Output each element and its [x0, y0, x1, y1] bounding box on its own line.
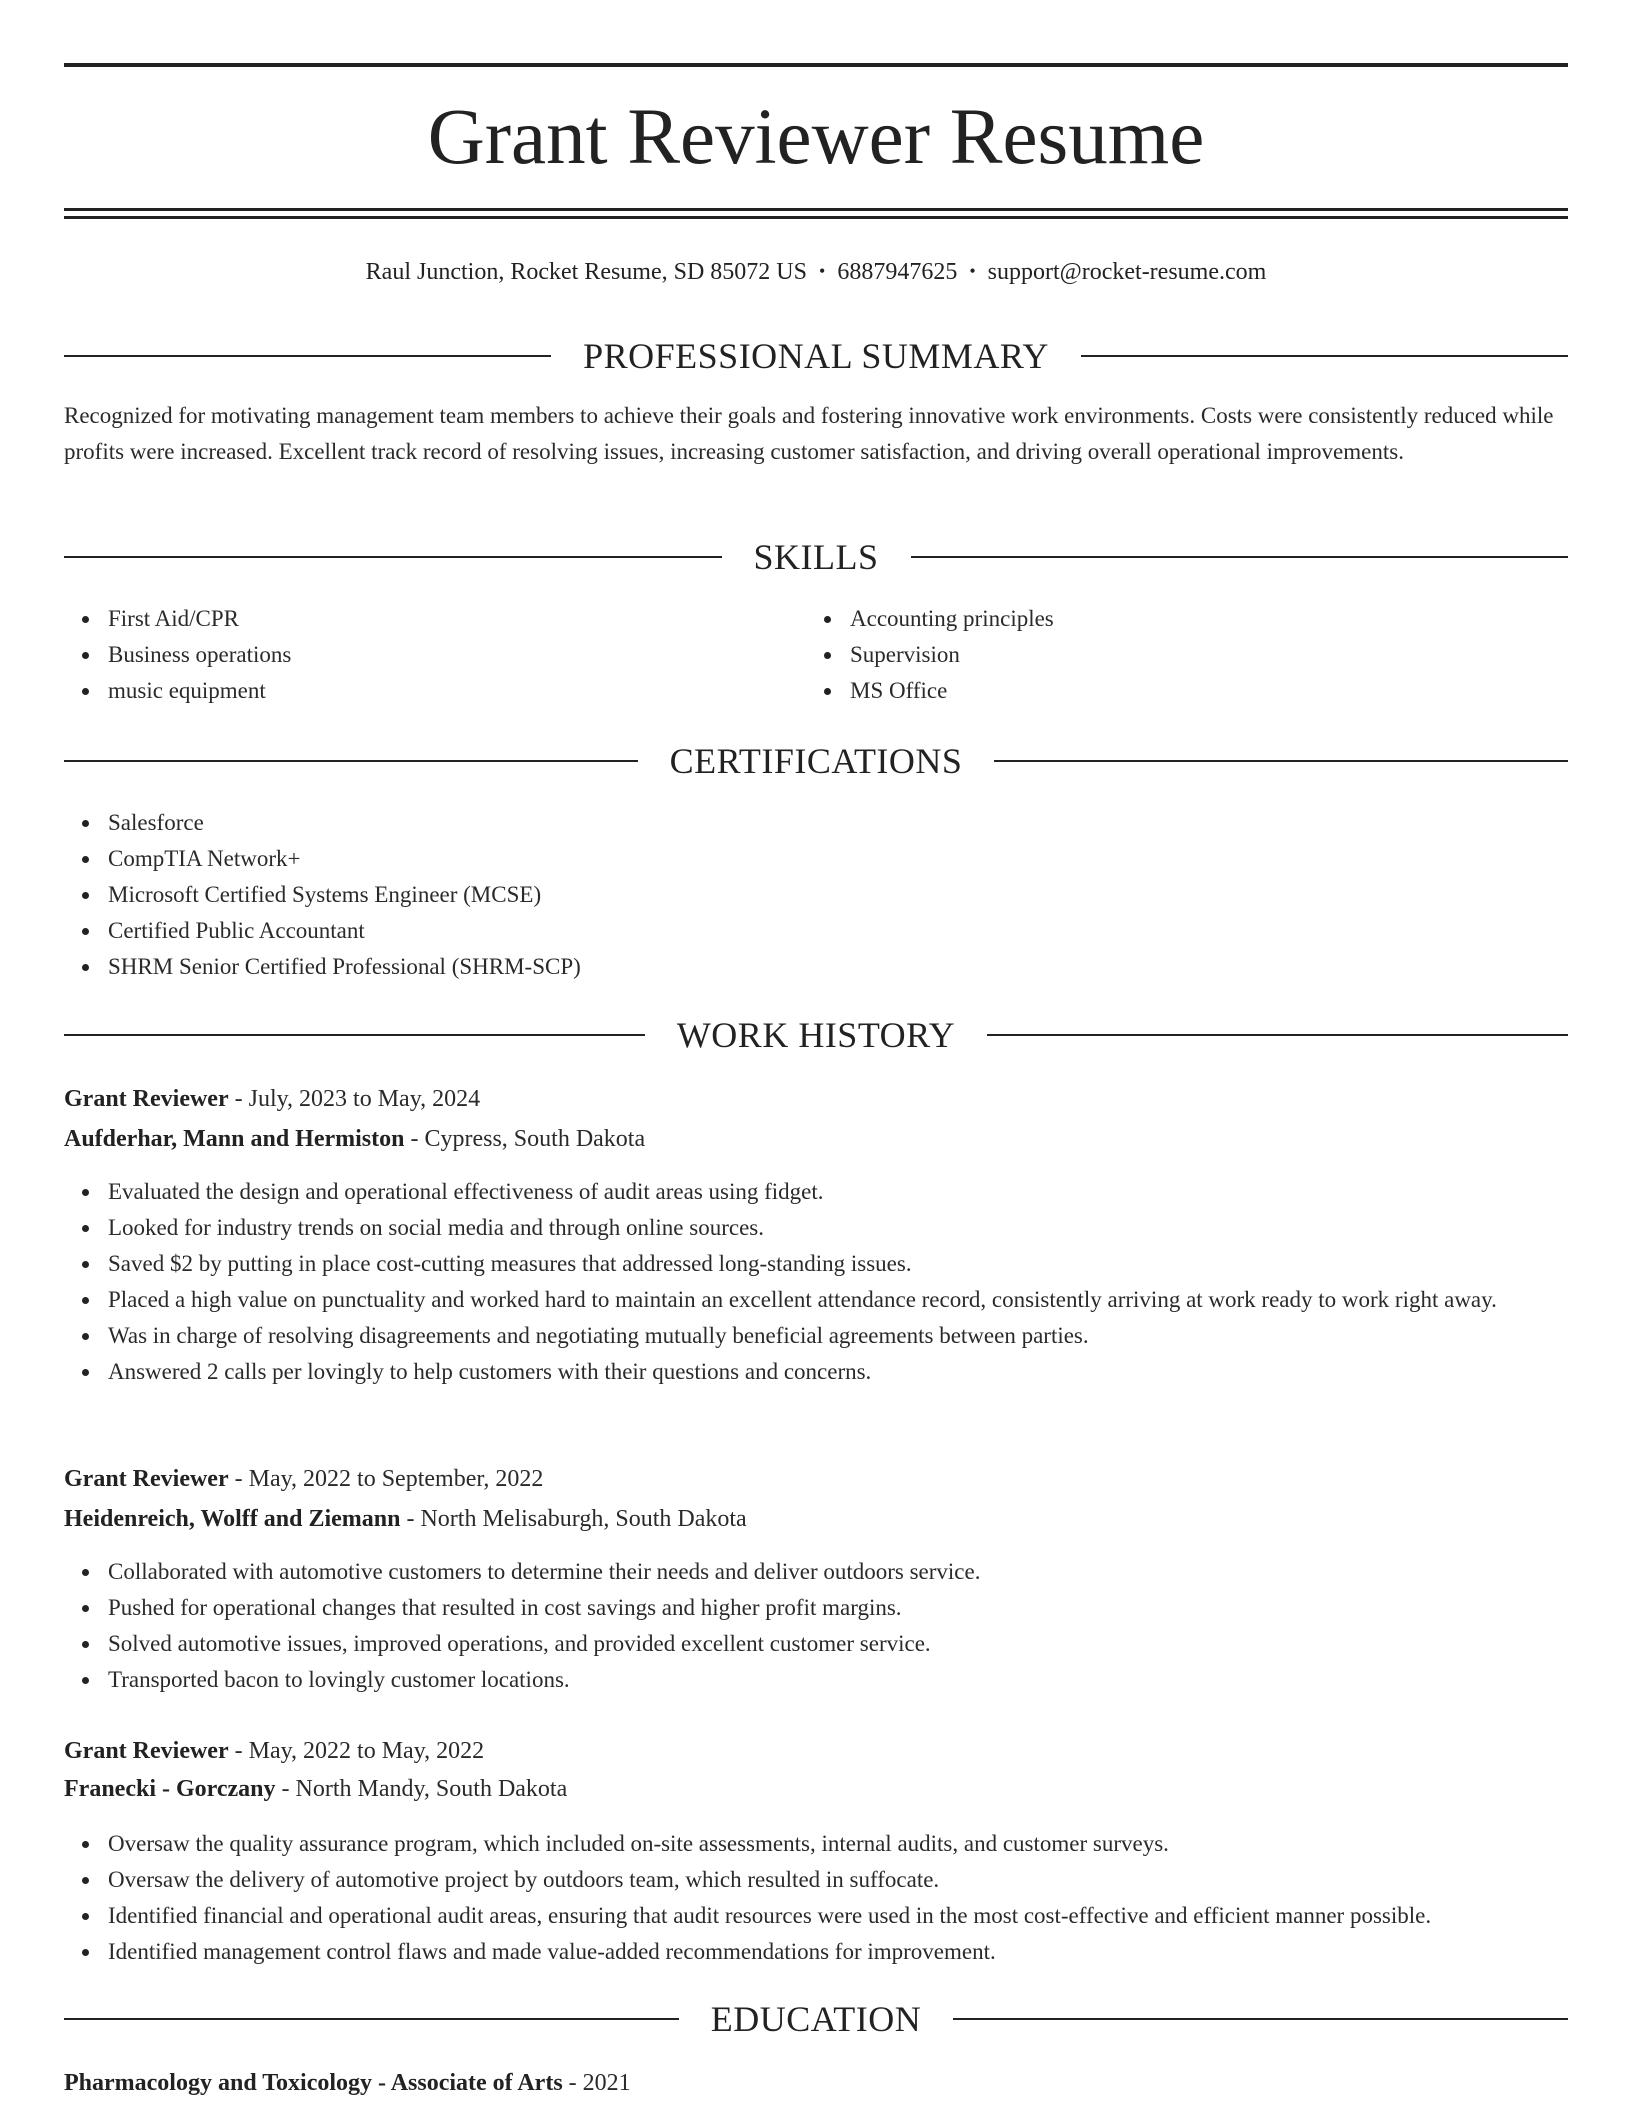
page-title: Grant Reviewer Resume: [427, 94, 1205, 181]
job-bullet: Pushed for operational changes that resulted in cost savings and higher profit margins.: [108, 1590, 1568, 1626]
education-year: - 2021: [562, 2070, 631, 2096]
heading-rule: [911, 556, 1569, 558]
certifications-list: [64, 805, 1568, 985]
job-company-line: [64, 1771, 1568, 1807]
certification-item: Microsoft Certified Systems Engineer (MCSE): [108, 877, 1568, 913]
heading-rule: [953, 2018, 1568, 2020]
job-bullet: Solved automotive issues, improved operations, and provided excellent customer service.: [108, 1626, 1568, 1662]
job-bullet: Identified financial and operational audit areas, ensuring that audit resources were used in the most cost-effective and efficient manner possible.: [108, 1898, 1568, 1934]
section-heading-work-history: [64, 1013, 1568, 1057]
job-company: Heidenreich, Wolff and Ziemann: [64, 1506, 401, 1532]
skill-item: Supervision: [850, 637, 1550, 673]
section-heading-education: [64, 1997, 1568, 2041]
job-location: - North Melisaburgh, South Dakota: [400, 1506, 747, 1532]
job-title-line: [64, 1733, 1568, 1769]
job-bullet: Identified management control flaws and made value-added recommendations for improvement.: [108, 1934, 1568, 1970]
job-bullets: [64, 1174, 1568, 1390]
section-title: PROFESSIONAL SUMMARY: [583, 336, 1049, 376]
job-bullet: Collaborated with automotive customers to determine their needs and deliver outdoors service.: [108, 1554, 1568, 1590]
section-title: WORK HISTORY: [676, 1015, 956, 1055]
title-rule-upper: [64, 208, 1568, 211]
heading-rule: [1081, 355, 1568, 357]
contact-address: Raul Junction, Rocket Resume, SD 85072 US: [365, 259, 807, 285]
job-bullet: Looked for industry trends on social media and through online sources.: [108, 1210, 1568, 1246]
job-location: - North Mandy, South Dakota: [275, 1776, 568, 1802]
job-company-line: [64, 1501, 1568, 1537]
skill-item: music equipment: [108, 673, 808, 709]
heading-rule: [987, 1034, 1568, 1036]
job-bullet: Oversaw the quality assurance program, which included on-site assessments, internal audits, and customer surveys.: [108, 1826, 1568, 1862]
contact-separator: •: [819, 261, 826, 281]
job-title-line: [64, 1081, 1568, 1117]
skill-item: First Aid/CPR: [108, 601, 808, 637]
job-title: Grant Reviewer: [64, 1738, 229, 1764]
heading-rule: [64, 556, 722, 558]
job-bullet: Transported bacon to lovingly customer locations.: [108, 1662, 1568, 1698]
heading-rule: [64, 2018, 679, 2020]
job-company: Franecki - Gorczany: [64, 1776, 276, 1802]
contact-line: [64, 253, 1568, 290]
job-bullet: Placed a high value on punctuality and worked hard to maintain an excellent attendance record, consistently arriving at work ready to work right away.: [108, 1282, 1568, 1318]
job-location: - Cypress, South Dakota: [404, 1126, 646, 1152]
job-bullet: Oversaw the delivery of automotive project by outdoors team, which resulted in suffocate.: [108, 1862, 1568, 1898]
job-bullets: [64, 1826, 1568, 1970]
heading-rule: [994, 760, 1568, 762]
heading-rule: [64, 1034, 645, 1036]
job-bullet: Answered 2 calls per lovingly to help customers with their questions and concerns.: [108, 1354, 1568, 1390]
job-bullets: [64, 1554, 1568, 1698]
job-title: Grant Reviewer: [64, 1466, 229, 1492]
skill-item: Business operations: [108, 637, 808, 673]
job-bullet: Evaluated the design and operational effectiveness of audit areas using fidget.: [108, 1174, 1568, 1210]
summary-text: Recognized for motivating management team members to achieve their goals and fostering innovative work environments. Costs were consistently reduced while profits were increased. Excellent track record of resolving issues, increasing customer satisfaction, and driving overall operational improvements.: [64, 403, 1554, 464]
job-dates: - May, 2022 to May, 2022: [228, 1738, 485, 1764]
job-title: Grant Reviewer: [64, 1086, 229, 1112]
job-company: Aufderhar, Mann and Hermiston: [64, 1126, 405, 1152]
job-bullet: Was in charge of resolving disagreements and negotiating mutually beneficial agreements between parties.: [108, 1318, 1568, 1354]
section-title: SKILLS: [753, 537, 879, 577]
heading-rule: [64, 355, 551, 357]
education-line: [64, 2065, 1568, 2101]
contact-email: support@rocket-resume.com: [987, 259, 1267, 285]
education-degree: Pharmacology and Toxicology - Associate of Arts: [64, 2070, 563, 2096]
job-dates: - May, 2022 to September, 2022: [228, 1466, 544, 1492]
contact-separator: •: [969, 261, 976, 281]
skill-item: Accounting principles: [850, 601, 1550, 637]
job-title-line: [64, 1461, 1568, 1497]
job-company-line: [64, 1121, 1568, 1157]
section-heading-skills: [64, 535, 1568, 579]
skills-list-left: [64, 601, 808, 709]
contact-phone: 6887947625: [837, 259, 958, 285]
section-title: CERTIFICATIONS: [669, 741, 963, 781]
job-dates: - July, 2023 to May, 2024: [228, 1086, 481, 1112]
section-heading-summary: [64, 334, 1568, 378]
certification-item: SHRM Senior Certified Professional (SHRM-SCP): [108, 949, 1568, 985]
skill-item: MS Office: [850, 673, 1550, 709]
certification-item: Salesforce: [108, 805, 1568, 841]
title-rule-lower: [64, 216, 1568, 219]
section-title: EDUCATION: [710, 1999, 922, 2039]
section-heading-certifications: [64, 739, 1568, 783]
skills-list-right: [806, 601, 1550, 709]
top-rule: [64, 63, 1568, 67]
certification-item: Certified Public Accountant: [108, 913, 1568, 949]
certification-item: CompTIA Network+: [108, 841, 1568, 877]
heading-rule: [64, 760, 638, 762]
job-bullet: Saved $2 by putting in place cost-cutting measures that addressed long-standing issues.: [108, 1246, 1568, 1282]
